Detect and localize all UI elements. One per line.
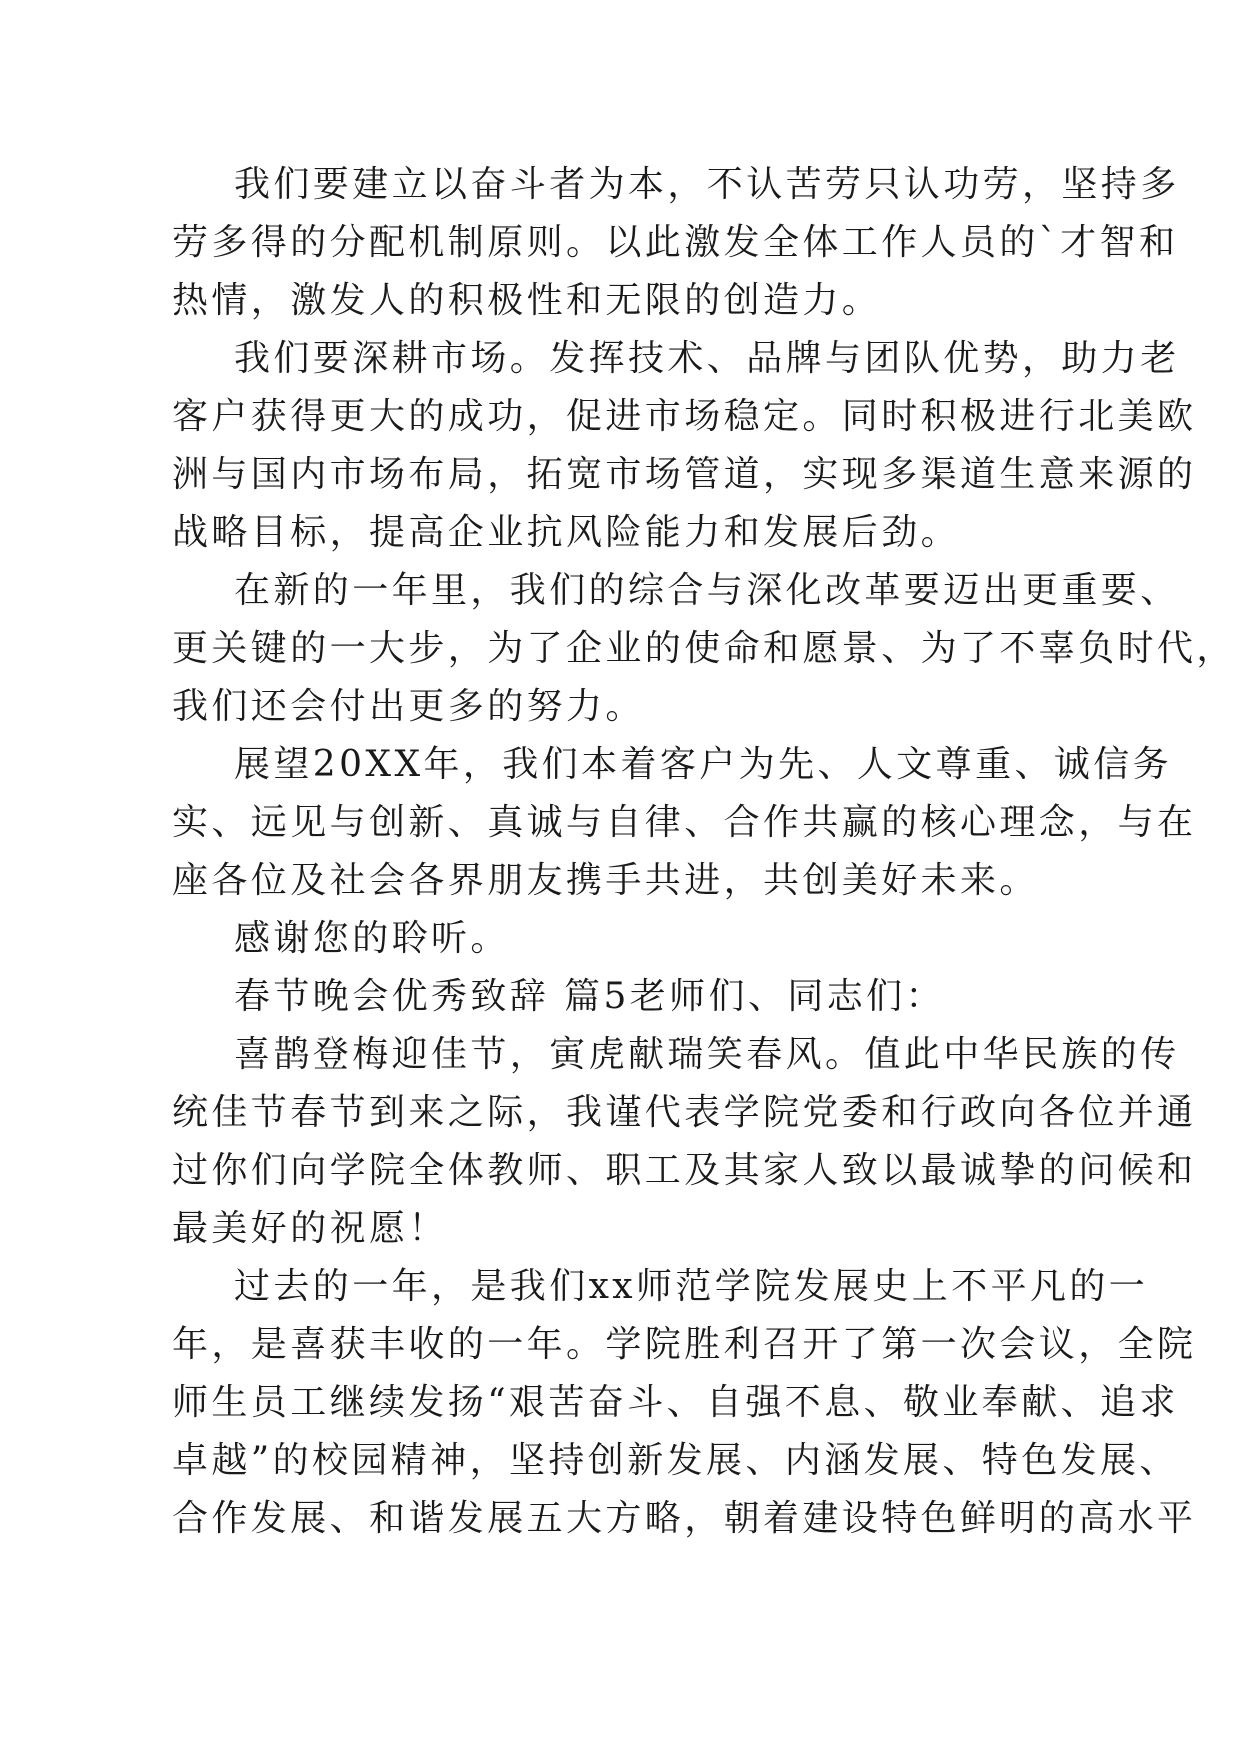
text-line: 我们还会付出更多的努力。 [172, 686, 645, 727]
text-line: 我们要深耕市场。发挥技术、品牌与团队优势，助力老 [234, 338, 1180, 379]
text-line: 劳多得的分配机制原则。以此激发全体工作人员的`才智和 [172, 222, 1179, 263]
text-line: 年，是喜获丰收的一年。学院胜利召开了第一次会议，全院 [172, 1324, 1197, 1365]
text-line: 战略目标，提高企业抗风险能力和发展后劲。 [172, 512, 961, 553]
text-line: 客户获得更大的成功，促进市场稳定。同时积极进行北美欧 [172, 396, 1197, 437]
text-line: 统佳节春节到来之际，我谨代表学院党委和行政向各位并通 [172, 1092, 1197, 1133]
text-line: 在新的一年里，我们的综合与深化改革要迈出更重要、 [234, 570, 1180, 611]
text-line: 实、远见与创新、真诚与自律、合作共赢的核心理念，与在 [172, 802, 1197, 843]
text-line: 师生员工继续发扬“艰苦奋斗、自强不息、敬业奉献、追求 [172, 1382, 1179, 1423]
text-line: 过你们向学院全体教师、职工及其家人致以最诚挚的问候和 [172, 1150, 1197, 1191]
text-line: 座各位及社会各界朋友携手共进，共创美好未来。 [172, 860, 1039, 901]
text-line: 洲与国内市场布局，拓宽市场管道，实现多渠道生意来源的 [172, 454, 1197, 495]
text-line: 喜鹊登梅迎佳节，寅虎献瑞笑春风。值此中华民族的传 [234, 1034, 1180, 1075]
text-line: 感谢您的聆听。 [234, 918, 510, 959]
text-line: 合作发展、和谐发展五大方略，朝着建设特色鲜明的高水平 [172, 1498, 1197, 1539]
text-line: 展望20XX年，我们本着客户为先、人文尊重、诚信务 [234, 744, 1173, 785]
text-line: 春节晚会优秀致辞 篇5老师们、同志们： [234, 976, 945, 1017]
text-line: 最美好的祝愿！ [172, 1208, 448, 1249]
text-line: 热情，激发人的积极性和无限的创造力。 [172, 280, 882, 321]
text-line: 更关键的一大步，为了企业的使命和愿景、为了不辜负时代， [172, 628, 1236, 669]
text-line: 我们要建立以奋斗者为本，不认苦劳只认功劳，坚持多 [234, 164, 1180, 205]
text-line: 卓越”的校园精神，坚持创新发展、内涵发展、特色发展、 [172, 1440, 1179, 1481]
text-line: 过去的一年，是我们xx师范学院发展史上不平凡的一 [234, 1266, 1149, 1307]
